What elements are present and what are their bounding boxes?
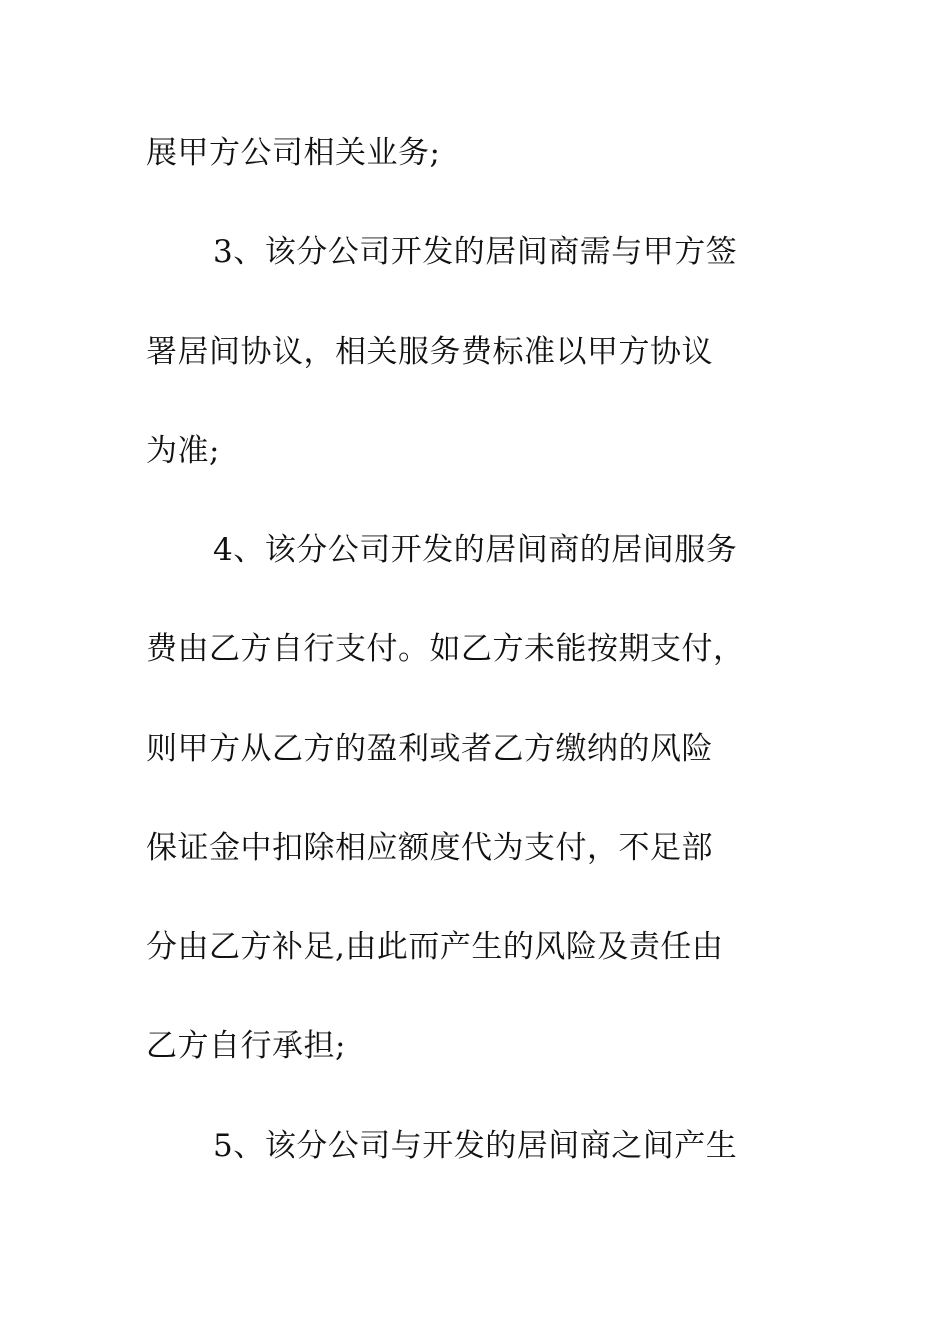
- text-line: 乙方自行承担;: [146, 1028, 346, 1064]
- text-line: 署居间协议，相关服务费标准以甲方协议: [146, 334, 713, 370]
- text-line: 3、该分公司开发的居间商需与甲方签: [213, 234, 738, 270]
- text-line: 保证金中扣除相应额度代为支付，不足部: [146, 830, 713, 866]
- text-line: 分由乙方补足,由此而产生的风险及责任由: [146, 929, 724, 965]
- text-line: 展甲方公司相关业务;: [146, 135, 441, 171]
- text-line: 则甲方从乙方的盈利或者乙方缴纳的风险: [146, 731, 713, 767]
- text-line: 费由乙方自行支付。如乙方未能按期支付，: [146, 631, 745, 667]
- text-line: 5、该分公司与开发的居间商之间产生: [213, 1128, 738, 1164]
- text-line: 4、该分公司开发的居间商的居间服务: [213, 532, 738, 568]
- text-line: 为准;: [146, 433, 220, 469]
